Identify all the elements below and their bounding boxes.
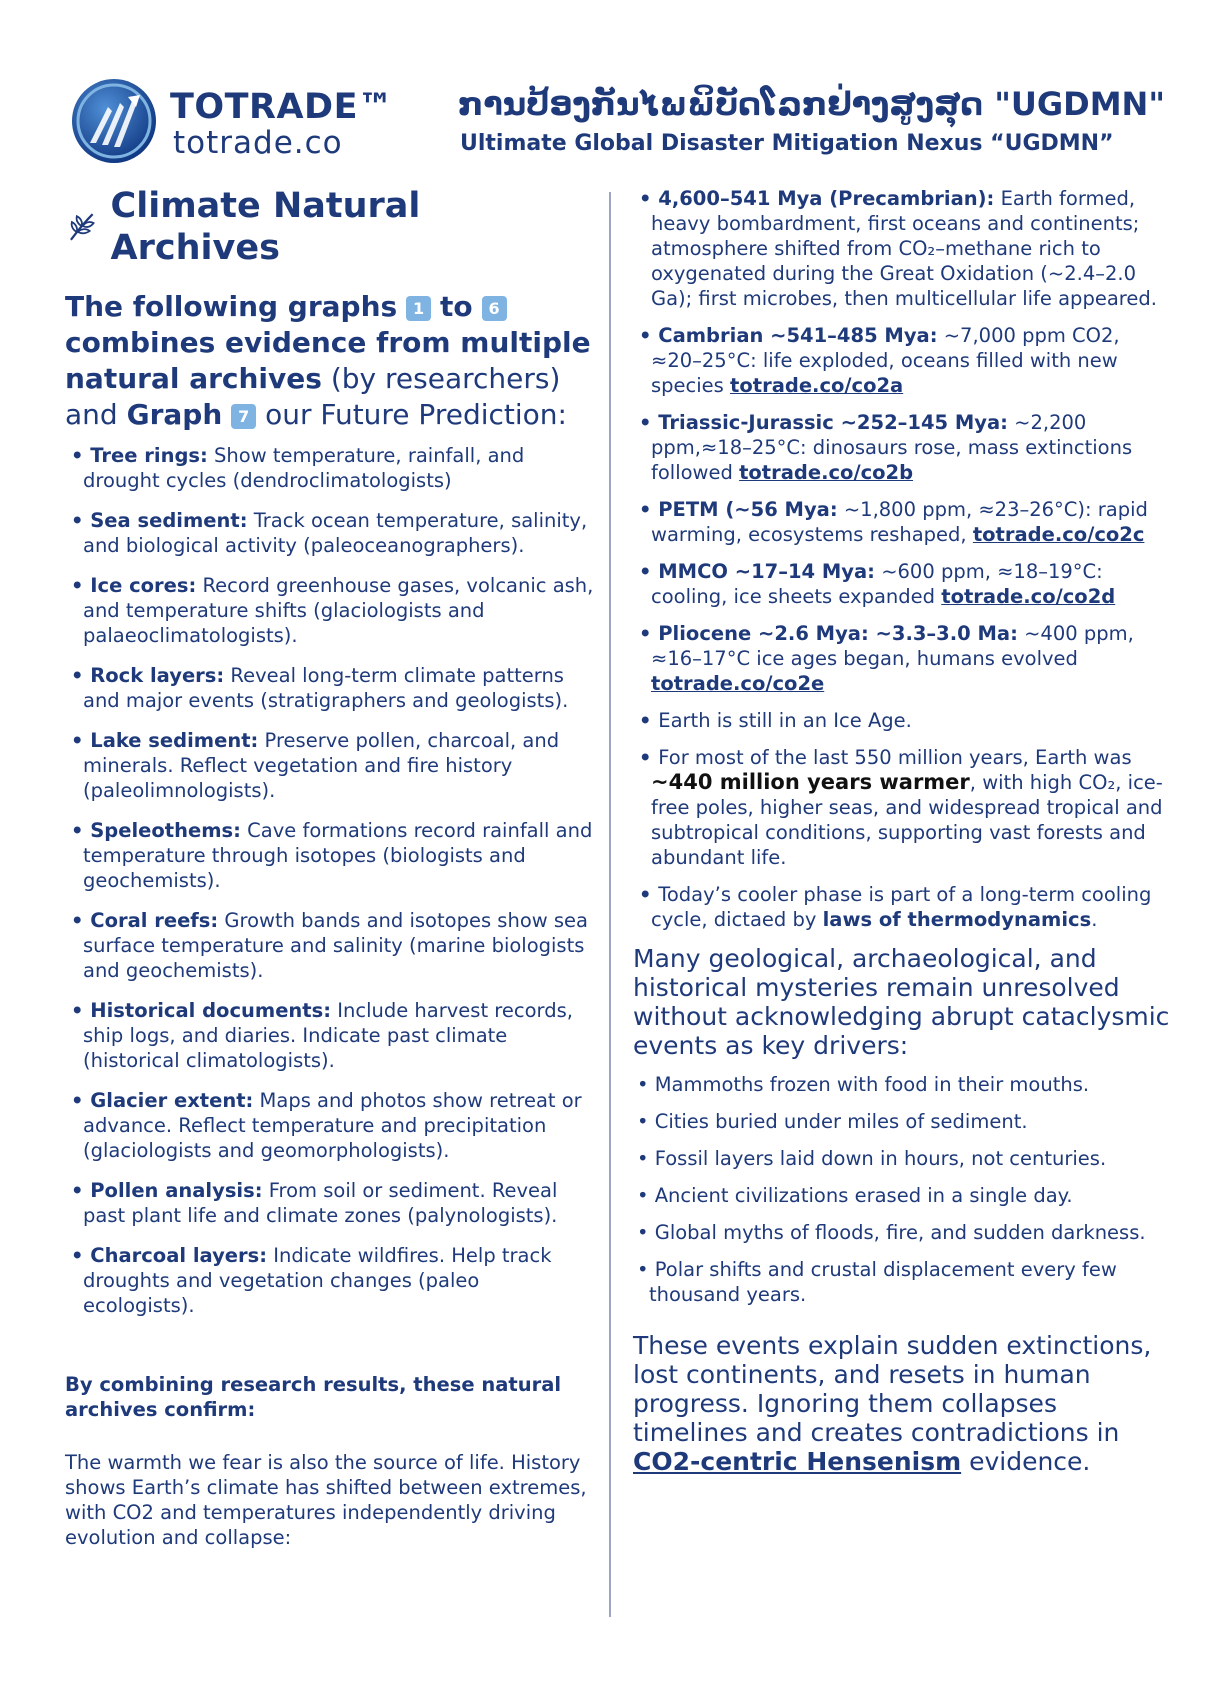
list-item bbox=[65, 818, 595, 893]
confirm-heading: By combining research results, these natural archives confirm: bbox=[65, 1373, 562, 1421]
item-text: Include harvest records, ship logs, and diaries. Indicate past climate (historical climatologists). bbox=[83, 999, 573, 1072]
era-link[interactable]: totrade.co/co2b bbox=[739, 461, 914, 484]
era-text: ~600 ppm, ≈18–19°C: cooling, ice sheets expanded bbox=[651, 560, 1103, 608]
era-label: PETM (~56 Mya: bbox=[658, 498, 838, 521]
title-english: Ultimate Global Disaster Mitigation Nexus “UGDMN” bbox=[460, 131, 1114, 156]
item-text: Reveal long-term climate patterns and major events (stratigraphers and geologists). bbox=[83, 664, 569, 712]
era-link[interactable]: totrade.co/co2e bbox=[651, 672, 825, 695]
keycap-7-badge: 7 bbox=[231, 404, 256, 429]
list-item bbox=[65, 1088, 595, 1163]
era-link[interactable]: totrade.co/co2a bbox=[730, 374, 904, 397]
list-item bbox=[633, 708, 1173, 733]
final-text: These events explain sudden extinctions, lost continents, and resets in human progress. Ignoring them collapses timelines and creates contradictions in bbox=[633, 1331, 1152, 1447]
item-label: Pollen analysis: bbox=[90, 1179, 263, 1202]
era-text: ~1,800 ppm, ≈23–26°C): rapid warming, ecosystems reshaped, bbox=[651, 498, 1148, 546]
era-text: ~2,200 ppm,≈18–25°C: dinosaurs rose, mass extinctions followed bbox=[651, 411, 1133, 484]
intro-text: our Future Prediction: bbox=[265, 398, 567, 431]
list-item: • Polar shifts and crustal displacement every few thousand years. bbox=[633, 1257, 1173, 1307]
closing-paragraph: The warmth we fear is also the source of life. History shows Earth’s climate has shifted between extremes, with CO2 and temperatures independently driving evolution and collapse: bbox=[65, 1451, 587, 1549]
era-text: ~7,000 ppm CO2, ≈20–25°C: life exploded, oceans filled with new species bbox=[651, 324, 1120, 397]
item-text: Record greenhouse gases, volcanic ash, and temperature shifts (glaciologists and palaeoclimatologists). bbox=[83, 574, 594, 647]
section-title-text: Climate Natural Archives bbox=[110, 186, 421, 268]
era-label: Triassic-Jurassic ~252–145 Mya: bbox=[658, 411, 1008, 434]
intro-text: and bbox=[65, 398, 118, 431]
era-label: Pliocene ~2.6 Mya: ~3.3–3.0 Ma: bbox=[658, 622, 1018, 645]
item-label: Rock layers: bbox=[90, 664, 225, 687]
item-label: Glacier extent: bbox=[90, 1089, 254, 1112]
left-column bbox=[65, 185, 595, 1550]
wheat-leaf-icon bbox=[65, 210, 99, 244]
item-text: Indicate wildfires. Help track droughts and vegetation changes (paleo ecologists). bbox=[83, 1244, 552, 1317]
item-label: Coral reefs: bbox=[90, 909, 219, 932]
list-item bbox=[65, 1178, 595, 1228]
item-label: Sea sediment: bbox=[90, 509, 248, 532]
mysteries-list bbox=[633, 1072, 1173, 1307]
item-label: Historical documents: bbox=[90, 999, 332, 1022]
hensenism-link[interactable]: CO2-centric Hensenism bbox=[633, 1447, 962, 1476]
section-title bbox=[65, 185, 595, 269]
list-item bbox=[65, 1243, 595, 1318]
item-text: Show temperature, rainfall, and drought cycles (dendroclimatologists) bbox=[83, 444, 525, 492]
item-label: Tree rings: bbox=[90, 444, 208, 467]
item-text: Track ocean temperature, salinity, and biological activity (paleoceanographers). bbox=[83, 509, 588, 557]
title-lao: ການປ້ອງກັນໄພພິບັດໂລກຢ່າງສູງສຸດ "UGDMN" bbox=[458, 85, 1165, 123]
final-paragraph bbox=[633, 1331, 1173, 1476]
list-item bbox=[65, 908, 595, 983]
cooler-text: . bbox=[1091, 908, 1098, 931]
list-item: • Cities buried under miles of sediment. bbox=[633, 1109, 1173, 1134]
era-link[interactable]: totrade.co/co2d bbox=[941, 585, 1116, 608]
era-label: MMCO ~17–14 Mya: bbox=[658, 560, 875, 583]
intro-text: to bbox=[440, 290, 473, 323]
archives-list bbox=[65, 443, 595, 1318]
intro-text: combines evidence from multiple natural archives bbox=[65, 326, 591, 395]
eras-list bbox=[633, 186, 1173, 932]
era-text: ~400 ppm, ≈16–17°C ice ages began, humans evolved bbox=[651, 622, 1134, 670]
warmer-bold-text: ~440 million years warmer bbox=[651, 770, 970, 794]
list-item bbox=[65, 443, 595, 493]
header bbox=[70, 75, 1170, 175]
list-item: • Fossil layers laid down in hours, not centuries. bbox=[633, 1146, 1173, 1171]
item-text: Maps and photos show retreat or advance. Reflect temperature and precipitation (glaciologists and geomorphologists). bbox=[83, 1089, 582, 1162]
item-label: Speleothems: bbox=[90, 819, 241, 842]
right-column bbox=[633, 186, 1173, 1476]
list-item bbox=[65, 998, 595, 1073]
era-label: Cambrian ~541–485 Mya: bbox=[658, 324, 938, 347]
intro-text: Graph bbox=[126, 398, 223, 431]
list-item: • Global myths of floods, fire, and sudden darkness. bbox=[633, 1220, 1173, 1245]
brand-url[interactable]: totrade.co bbox=[173, 125, 343, 161]
keycap-6-badge: 6 bbox=[482, 296, 507, 321]
ice-age-text: Earth is still in an Ice Age. bbox=[658, 709, 912, 732]
era-label: 4,600–541 Mya (Precambrian): bbox=[658, 187, 995, 210]
intro-paragraph bbox=[65, 289, 595, 433]
warmer-text: , with high CO₂, ice-free poles, higher seas, and widespread tropical and subtropical conditions, supporting vast forests and abundant life. bbox=[651, 771, 1163, 869]
list-item bbox=[633, 882, 1173, 932]
list-item bbox=[633, 621, 1173, 696]
column-divider bbox=[609, 192, 611, 1617]
list-item bbox=[633, 410, 1173, 485]
list-item bbox=[633, 745, 1173, 870]
list-item bbox=[65, 728, 595, 803]
era-text: Earth formed, heavy bombardment, first oceans and continents; atmosphere shifted from CO₂–methane rich to oxygenated during the Great Oxidation (~2.4–2.0 Ga); first microbes, then multicellular life appeared. bbox=[651, 187, 1157, 310]
item-label: Ice cores: bbox=[90, 574, 197, 597]
era-link[interactable]: totrade.co/co2c bbox=[972, 523, 1145, 546]
list-item: • Ancient civilizations erased in a single day. bbox=[633, 1183, 1173, 1208]
list-item bbox=[65, 573, 595, 648]
list-item bbox=[633, 323, 1173, 398]
mysteries-heading: Many geological, archaeological, and historical mysteries remain unresolved without acknowledging abrupt cataclysmic events as key drivers: bbox=[633, 944, 1170, 1060]
totrade-logo-icon bbox=[70, 77, 158, 165]
list-item bbox=[633, 497, 1173, 547]
cooler-text: Today’s cooler phase is part of a long-term cooling cycle, dictaed by bbox=[651, 883, 1152, 931]
item-text: From soil or sediment. Reveal past plant life and climate zones (palynologists). bbox=[83, 1179, 558, 1227]
cooler-bold-text: laws of thermodynamics bbox=[822, 908, 1092, 931]
list-item bbox=[65, 508, 595, 558]
item-label: Charcoal layers: bbox=[90, 1244, 268, 1267]
item-label: Lake sediment: bbox=[90, 729, 259, 752]
intro-text: (by researchers) bbox=[330, 362, 561, 395]
warmer-text: For most of the last 550 million years, Earth was bbox=[658, 746, 1132, 769]
list-item bbox=[633, 186, 1173, 311]
list-item bbox=[633, 559, 1173, 609]
item-text: Preserve pollen, charcoal, and minerals. Reflect vegetation and fire history (paleolimnologists). bbox=[83, 729, 560, 802]
brand-name: TOTRADE™ bbox=[170, 87, 394, 127]
list-item: • Mammoths frozen with food in their mouths. bbox=[633, 1072, 1173, 1097]
list-item bbox=[65, 663, 595, 713]
final-text: evidence. bbox=[969, 1447, 1091, 1476]
item-text: Growth bands and isotopes show sea surface temperature and salinity (marine biologists and geochemists). bbox=[83, 909, 588, 982]
keycap-1-badge: 1 bbox=[406, 296, 431, 321]
intro-text: The following graphs bbox=[65, 290, 398, 323]
item-text: Cave formations record rainfall and temperature through isotopes (biologists and geochemists). bbox=[83, 819, 593, 892]
